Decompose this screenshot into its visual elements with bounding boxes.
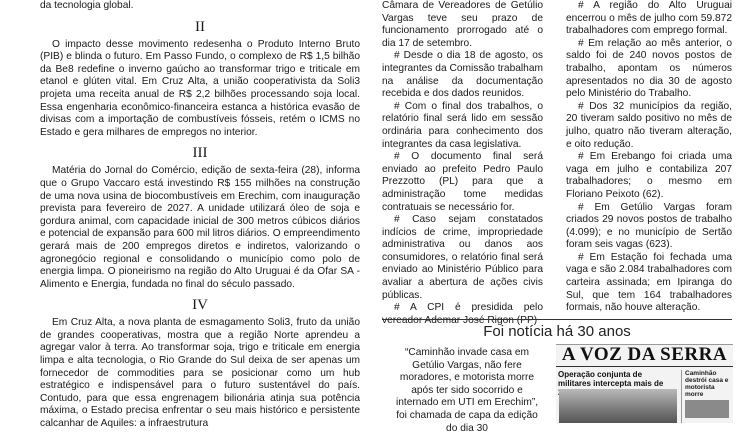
article-column-left bbox=[40, 0, 360, 431]
employment-paragraph: # Em Getúlio Vargas foram criados 29 novos postos de trabalho (4.099); e no município de Sertão foram seis vagas (623). bbox=[566, 201, 732, 251]
newspaper-front-page bbox=[556, 367, 733, 423]
newspaper-side-headline: Caminhão destrói casa e motorista morre bbox=[685, 370, 729, 398]
cpi-paragraph: # Desde o dia 18 de agosto, os integrantes da Comissão trabalham na análise da documentação recebida e dos dados reunidos. bbox=[382, 50, 543, 100]
employment-paragraph: # A região do Alto Uruguai encerrou o mês de julho com 59.872 trabalhadores com emprego formal. bbox=[566, 0, 732, 37]
cpi-paragraph: # O documento final será enviado ao prefeito Pedro Paulo Prezzotto (PL) para que a administração tome medidas contratuais se necessário for. bbox=[382, 151, 543, 213]
newspaper-headline: Operação conjunta de militares intercepta mais de bbox=[558, 370, 664, 388]
newspaper-clipping-image bbox=[556, 344, 733, 423]
employment-paragraph: # Em Estação foi fechada uma vaga e são 2.084 trabalhadores com carteira assinada; em Ipiranga do Sul, que tem 164 trabalhadores formais, não houve alteração. bbox=[566, 251, 732, 314]
newspaper-photo bbox=[559, 389, 677, 423]
cpi-paragraph: # Caso sejam constatados indícios de crime, impropriedade administrativa ou danos aos consumidores, o relatório final será enviado ao Ministério Público para avaliar a abertura de ações civis públicas. bbox=[382, 214, 543, 301]
cpi-paragraph: # A CPI é presidida pelo vereador Ademar José Rigon (PP) bbox=[382, 302, 543, 326]
newspaper-masthead: A VOZ DA SERRA bbox=[556, 345, 733, 367]
newspaper-side-story bbox=[681, 370, 733, 423]
section-numeral: IV bbox=[192, 297, 208, 314]
history-feature-text: “Caminhão invade casa em Getúlio Vargas, não fere moradores, e motorista morre após ter sido socorrido e internado em UTI em Erechim”, foi chamada de capa da edição do dia 30 bbox=[395, 347, 539, 434]
section-numeral: III bbox=[192, 145, 208, 162]
history-section-title: Foi notícia há 30 anos bbox=[483, 323, 631, 340]
section-numeral: II bbox=[195, 18, 205, 35]
employment-paragraph: # Dos 32 municípios da região, 20 tiveram saldo positivo no mês de julho, quatro não tiveram alteração, e oito redução. bbox=[566, 100, 732, 150]
article-column-right bbox=[566, 0, 732, 315]
article-column-middle bbox=[382, 0, 543, 327]
cpi-paragraph: # Com o final dos trabalhos, o relatório final será lido em sessão ordinária para conhecimento dos integrantes da casa legislativa. bbox=[382, 100, 543, 150]
article-paragraph: O impacto desse movimento redesenha o Produto Interno Bruto (PIB) e blinda o futuro. Em Passo Fundo, o complexo de R$ 1,5 bilhão da Be8 redefine o inverno gaúcho ao transformar trigo e triticale em etanol e glúten vital. Em Cruz Alta, a união cooperativista da Soli3 projeta uma receita anual de R$ 2,2 bilhões processando soja local. Essa engenharia econômico-financeira estanca a histórica evasão de divisas com a importação de combustíveis fósseis, retém o ICMS no Estado e gera milhares de empregos no interior. bbox=[40, 38, 360, 138]
lead-fragment: da tecnologia global. bbox=[40, 0, 134, 11]
section-divider bbox=[382, 319, 732, 320]
employment-paragraph: # Em Erebango foi criada uma vaga em julho e contabiliza 207 trabalhadores; o mesmo em Floriano Peixoto (62). bbox=[566, 151, 732, 200]
article-paragraph: Em Cruz Alta, a nova planta de esmagamento Soli3, fruto da união de grandes cooperativas, mostra que a região Norte aprendeu a agregar valor à terra. Ao transformar soja, trigo e triticale em energia limpa e alta tecnologia, o Rio Grande do Sul deixa de ser apenas um fornecedor de commodities para se posicionar como um hub estratégico e indispensável para o futuro sustentável do país. Contudo, para que essa engrenagem bilionária atinja sua potência máxima, o Estado precisa enfrentar o seu mais histórico e persistente calcanhar de Aquiles: a infraestrutura bbox=[40, 317, 360, 430]
article-paragraph: Matéria do Jornal do Comércio, edição de sexta-feira (28), informa que o Grupo Vaccaro está investindo R$ 155 milhões na construção de uma nova usina de biocombustíveis em Erechim, com inauguração prevista para fevereiro de 2027. A unidade utilizará óleo de soja e gordura animal, com capacidade inicial de 300 metros cúbicos diários e potencial de expansão para 600 mil litros diários. O empreendimento gerará mais de 200 empregos diretos e indiretos, valorizando o agronegócio regional e consolidando o município como polo de energia limpa. O pioneirismo na região do Alto Uruguai é da Ofar SA - Alimento e Energia, fundada no final do século passado. bbox=[40, 165, 360, 290]
employment-paragraph: # Em relação ao mês anterior, o saldo foi de 240 novos postos de trabalho, apontam os números apresentados no dia 30 de agosto pelo Ministério do Trabalho. bbox=[566, 37, 732, 100]
cpi-paragraph: Câmara de Vereadores de Getúlio Vargas teve seu prazo de funcionamento prorrogado até o dia 17 de setembro. bbox=[382, 0, 543, 49]
newspaper-side-photo bbox=[685, 400, 729, 418]
